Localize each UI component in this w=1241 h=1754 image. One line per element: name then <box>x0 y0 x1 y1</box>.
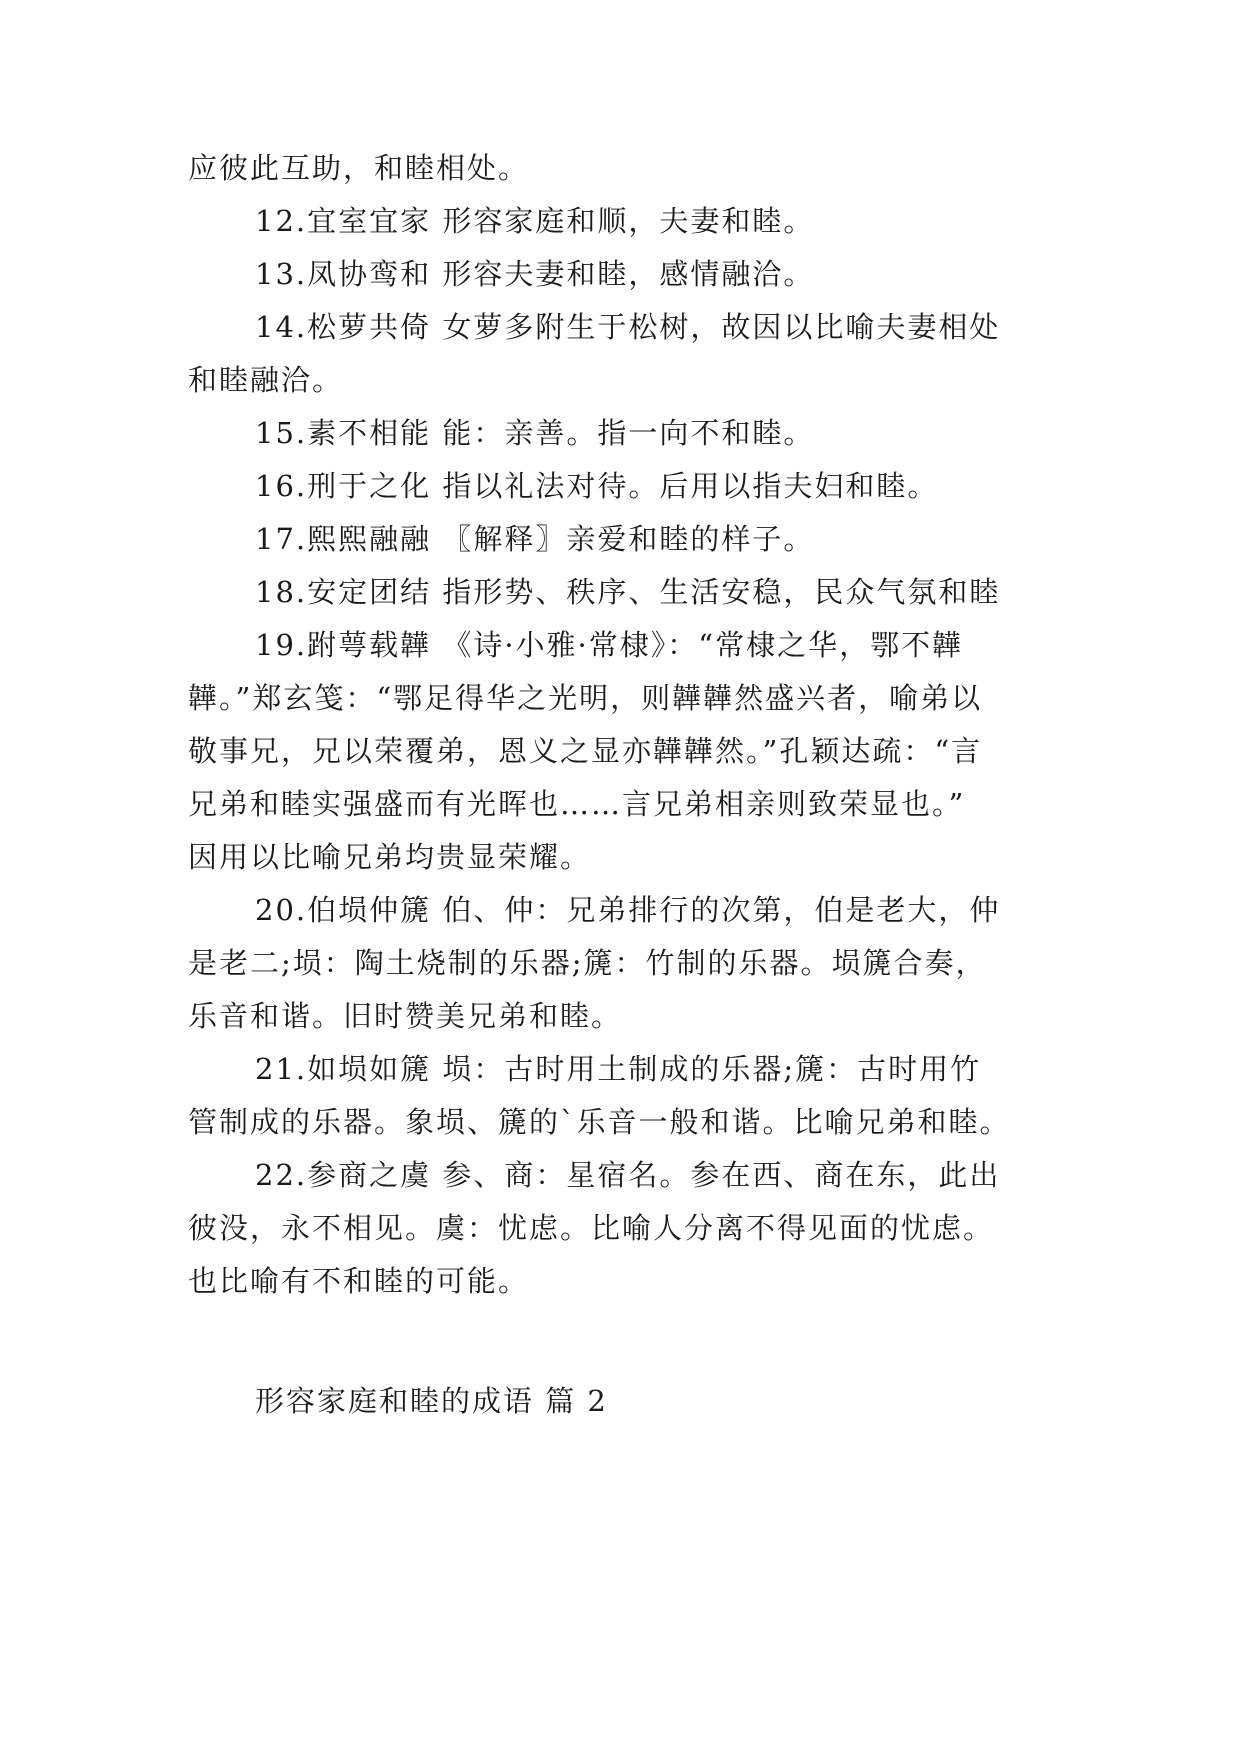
text-line: 是老二;埙：陶土烧制的乐器;篪：竹制的乐器。埙篪合奏， <box>188 946 987 980</box>
text-line: 管制成的乐器。象埙、篪的`乐音一般和谐。比喻兄弟和睦。 <box>188 1105 1011 1139</box>
text-line: 22.参商之虞 参、商：星宿名。参在西、商在东，此出 <box>255 1158 1001 1192</box>
text-line: 15.素不相能 能：亲善。指一向不和睦。 <box>255 416 815 450</box>
text-line: 20.伯埙仲篪 伯、仲：兄弟排行的次第，伯是老大，仲 <box>255 893 1001 927</box>
text-line: 14.松萝共倚 女萝多附生于松树，故因以比喻夫妻相处 <box>255 310 1001 344</box>
text-line: 和睦融洽。 <box>188 363 344 397</box>
text-line: 16.刑于之化 指以礼法对待。后用以指夫妇和睦。 <box>255 469 939 503</box>
text-line: 乐音和谐。旧时赞美兄弟和睦。 <box>188 999 623 1033</box>
text-line: 兄弟和睦实强盛而有光晖也……言兄弟相亲则致荣显也。” <box>188 787 966 821</box>
text-line: 13.凤协鸾和 形容夫妻和睦，感情融洽。 <box>255 257 815 291</box>
text-line: 21.如埙如篪 埙：古时用土制成的乐器;篪：古时用竹 <box>255 1052 982 1086</box>
text-line: 17.熙熙融融 〖解释〗亲爱和睦的样子。 <box>255 522 815 556</box>
text-line: 因用以比喻兄弟均贵显荣耀。 <box>188 840 592 874</box>
text-line: 敬事兄，兄以荣覆弟，恩义之显亦韡韡然。”孔颖达疏：“言 <box>188 734 983 768</box>
text-line: 19.跗萼载韡 《诗·小雅·常棣》：“常棣之华，鄂不韡 <box>255 628 964 662</box>
text-line: 韡。”郑玄笺：“鄂足得华之光明，则韡韡然盛兴者，喻弟以 <box>188 681 983 715</box>
text-line: 12.宜室宜家 形容家庭和顺，夫妻和睦。 <box>255 204 815 238</box>
text-line: 彼没，永不相见。虞：忧虑。比喻人分离不得见面的忧虑。 <box>188 1211 995 1245</box>
text-line: 应彼此互助，和睦相处。 <box>188 151 530 185</box>
text-line: 18.安定团结 指形势、秩序、生活安稳，民众气氛和睦 <box>255 575 1001 609</box>
text-line: 也比喻有不和睦的可能。 <box>188 1264 530 1298</box>
section-heading: 形容家庭和睦的成语 篇 2 <box>255 1384 608 1418</box>
